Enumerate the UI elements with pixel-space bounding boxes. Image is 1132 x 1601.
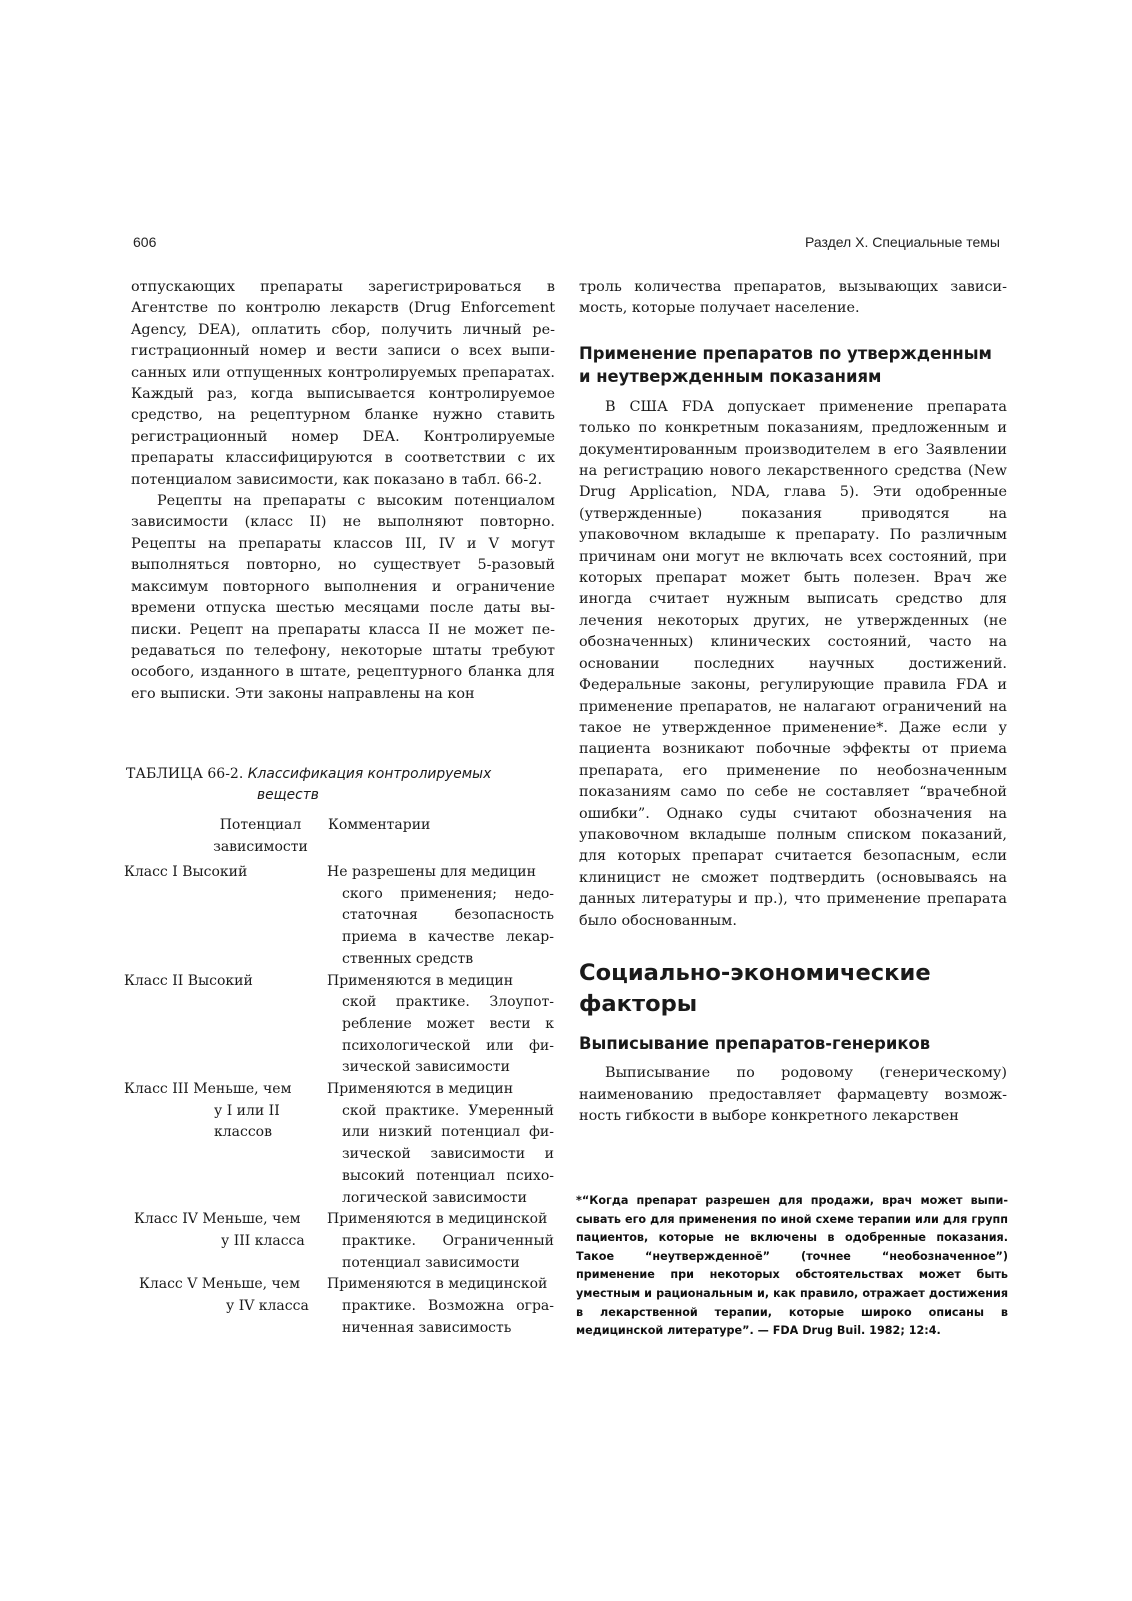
class-name: Класс IV xyxy=(134,1211,198,1228)
table-body xyxy=(124,862,556,1339)
comment-text-continued: практике. Ограниченный потенциал зависимости xyxy=(342,1232,554,1271)
subsection-heading: Выписывание препаратов-генериков xyxy=(579,1033,931,1053)
column-header-potential: Потенциал зависимости xyxy=(213,817,308,855)
comment-cell xyxy=(327,862,554,971)
class-cell xyxy=(124,971,324,993)
dependence-potential-continued: у IV класса xyxy=(226,1298,309,1315)
comment-text: Не разрешены для медицин xyxy=(327,864,536,880)
comment-text: Применяются в медицинской xyxy=(327,1211,548,1228)
class-name: Класс I xyxy=(124,864,178,880)
table-title: Классификация контролируемых xyxy=(247,766,492,782)
table-row xyxy=(124,862,556,971)
page-number: 606 xyxy=(133,234,157,250)
comment-cell xyxy=(327,1209,554,1274)
body-paragraph: отпускающих препараты зарегистрироваться в Агентстве по контролю лекарств (Drug Enforcement Agency, DEA), оплатить сбор, получить личный регистрационный номер и вести записи о всех выписанных или отпущенных контролируемых препаратах. Каждый раз, когда выписывается контролируемое средство, на рецептурном бланке нужно ставить регистрационный номер DEA. Контролируемые препараты классифицируются в соответствии с их потенциалом зависимости, как показано в табл. 66-2. xyxy=(131,279,555,488)
table-caption xyxy=(126,764,556,806)
table-header-row xyxy=(124,815,556,862)
class-cell xyxy=(124,1274,339,1317)
table-row xyxy=(124,1209,556,1274)
comment-text: Применяются в медицин xyxy=(327,1081,514,1098)
table-row xyxy=(124,971,556,1080)
comment-cell xyxy=(327,1274,554,1339)
right-column xyxy=(579,277,1007,1128)
table-label: ТАБЛИЦА 66-2. xyxy=(126,766,244,782)
class-name: Класс III xyxy=(124,1081,189,1098)
class-cell xyxy=(124,1209,334,1252)
table-title-continued: веществ xyxy=(257,787,319,803)
dependence-potential: Меньше, чем xyxy=(201,1276,300,1293)
footnote: *“Когда препарат разрешен для продажи, врач может выписывать его для применения по иной схеме терапии или для групп пациентов, которые не включены в одобренные показания. Такое “неутвержденноё” (точнее “необозначенное”) применение при некоторых обстоятельствах может быть уместным и рациональным и, как правило, отражает достижения в лекарственной терапии, которые широко описаны в медицинской литературе”. — FDA Drug Buil. 1982; 12:4. xyxy=(576,1194,1008,1338)
comment-cell xyxy=(327,971,554,1080)
dependence-potential: Высокий xyxy=(182,864,248,880)
section-heading: Применение препаратов по утвержденным и неутвержденным показаниям xyxy=(579,343,992,387)
class-name: Класс V xyxy=(139,1276,198,1293)
comment-text: Применяются в медицин xyxy=(327,972,514,989)
comment-text-continued: ской практике. Злоупотребление может вести к психологической или физической зависимости xyxy=(342,994,554,1076)
table-row xyxy=(124,1274,556,1339)
table-row xyxy=(124,1079,556,1209)
dependence-potential: Меньше, чем xyxy=(193,1081,292,1098)
dependence-potential: Высокий xyxy=(187,972,253,989)
body-paragraph: троль количества препаратов, вызывающих зависимость, которые получает население. xyxy=(579,279,1007,317)
comment-text-continued: ского применения; недостаточная безопасность приема в качестве лекарственных средств xyxy=(342,885,554,967)
body-paragraph: Выписывание по родовому (генерическому) наименованию предоставляет фармацевту возможность гибкости в выборе конкретного лекарствен xyxy=(579,1065,1007,1125)
comment-text-continued: ской практике. Умеренный или низкий потенциал физической зависимости и высокий потенциал психологической зависимости xyxy=(342,1102,554,1206)
body-paragraph: В США FDA допускает применение препарата только по конкретным показаниям, предложенным и документированным производителем в его Заявлении на регистрацию нового лекарственного средства (New Drug Application, NDA, глава 5). Эти одобренные (утвержденные) показания приводятся на упаковочном вкладыше к препарату. По различным причинам они могут не включать всех состояний, при которых препарат может быть полезен. Врач же иногда считает нужным выписать средство для лечения некоторых других, не утвержденных (не обозначенных) клинических состояний, часто на основании последних научных достижений. Федеральные законы, регулирующие правила FDA и применение препаратов, не налагают ограничений на такое не утвержденное применение*. Даже если у пациента возникают побочные эффекты от приема препарата, его применение по необозначенным показаниям само по себе не составляет “врачебной ошибки”. Однако суды считают обозначения на упаковочном вкладыше полным списком показаний, для которых препарат считается безопасным, если клиницист не сможет подтвердить (основываясь на данных литературы и пр.), что применение препарата было обоснованным. xyxy=(579,398,1007,929)
classification-table xyxy=(124,815,556,1339)
running-head: Раздел X. Специальные темы xyxy=(804,234,1000,250)
class-cell xyxy=(124,1079,324,1144)
class-cell xyxy=(124,862,324,884)
comment-text: Применяются в медицинской xyxy=(327,1276,548,1293)
dependence-potential: Меньше, чем xyxy=(202,1211,301,1228)
dependence-potential-continued: у III класса xyxy=(221,1232,305,1249)
comment-text-continued: практике. Возможна ограниченная зависимость xyxy=(342,1298,554,1336)
dependence-potential-continued: у I или II классов xyxy=(214,1102,280,1141)
column-header-comments: Комментарии xyxy=(328,817,431,833)
major-heading: Социально-экономические факторы xyxy=(579,959,931,1017)
comment-cell xyxy=(327,1079,554,1209)
left-column xyxy=(131,277,555,705)
body-paragraph: Рецепты на препараты с высоким потенциалом зависимости (класс II) не выполняют повторно. Рецепты на препараты классов III, IV и V могут выполняться повторно, но существует 5-разовый максимум повторного выполнения и ограничение времени отпуска шестью месяцами после даты выписки. Рецепт на препараты класса II не может передаваться по телефону, некоторые штаты требуют особого, изданного в штате, рецептурного бланка для его выписки. Эти законы направлены на кон xyxy=(131,493,555,702)
class-name: Класс II xyxy=(124,972,184,989)
